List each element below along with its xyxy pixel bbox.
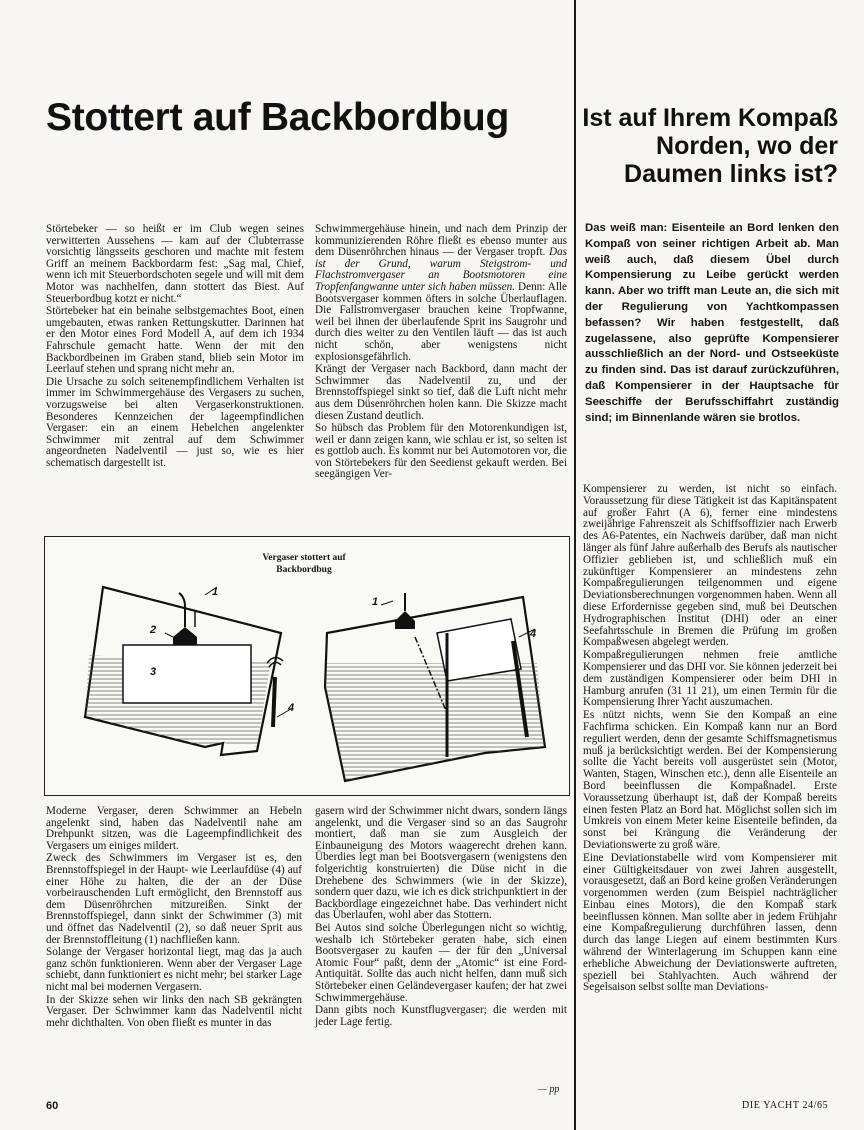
paragraph: Die Ursache zu solch seitenempfindlichem Verhalten ist immer im Schwimmergehäuse des Vergasers zu suchen, vorzugsweise bei alten Vergaserkonstruktionen. Besonderes Kennzeichen der lageempfindlichen Vergaser: ein an einem Hebelchen angelenkter Schwimmer mit zentral auf dem Schwimmer angeordneten Nadelventil — just so, wie es hier schematisch dargestellt ist. bbox=[46, 375, 304, 469]
article-title: Stottert auf Backbordbug bbox=[46, 96, 509, 139]
diagram-label: 3 bbox=[150, 666, 157, 678]
paragraph: Moderne Vergaser, deren Schwimmer an Hebeln angelenkt sind, haben das Nadelventil nahe am Drehpunkt sitzen, was die Lageempfindlichkeit des Vergasers um einiges mildert. bbox=[46, 805, 302, 852]
diagram-label: 4 bbox=[530, 628, 537, 640]
diagram-label: 1 bbox=[212, 586, 219, 598]
diagram-title: Vergaser stottert auf Backbordbug bbox=[262, 553, 346, 575]
magazine-issue: DIE YACHT 24/65 bbox=[742, 1100, 829, 1111]
column-divider bbox=[574, 0, 576, 1130]
diagram-label: 1 bbox=[372, 596, 379, 608]
paragraph: Kompensierer zu werden, ist nicht so einfach. Voraussetzung für diese Tätigkeit ist das Kapitänspatent auf großer Fahrt (A 6), ferner eine mindestens zweijährige Fahrenszeit als Schiffsoffizier nach Erwerb des A6-Patentes, ein Nachweis darüber, daß man nicht länger als fünf Jahre außerhalb des Berufs als nautischer Offizier geblieben ist, und schließlich muß ein zukünftiger Kompensierer an mindestens zehn Kompaßregulierungen teilgenommen und eigene Deviationsberechnungen vorgenommen haben. Wenn all diese Erfordernisse gegeben sind, muß bei Deutschen Hydrographischen Institut (DHI) oder an einer Seefahrtsschule in Bremen die Prüfung im großen Kompaßwesen abgelegt werden. bbox=[583, 483, 837, 649]
diagram-label: 2 bbox=[150, 624, 157, 636]
paragraph: Schwimmergehäuse hinein, und nach dem Prinzip der kommunizierenden Röhre fließt es ebenso munter aus dem Düsenröhrchen hinaus — der Vergaser tropft. Das ist der Grund, warum Steigstrom- und Flachstromvergaser an Bootsmotoren eine Tropfenfangwanne unter sich haben müssen. Denn: Alle Bootsvergaser kommen öfters in solche Überlauflagen. Die Fallstromvergaser brauchen keine Tropfwanne, weil bei ihnen der überlaufende Sprit ins Saugrohr und durch dies weiter zu den Ventilen läuft — das ist auch nicht schön, aber wenigstens nicht explosionsgefährlich. bbox=[315, 223, 568, 363]
right-carburetor bbox=[325, 593, 545, 781]
diagram-label: 4 bbox=[288, 702, 295, 714]
paragraph: gasern wird der Schwimmer nicht dwars, sondern längs angelenkt, und die Vergaser sind so an das Saugrohr montiert, daß man sie zum Ausgleich der Einbauneigung des Motors waagerecht drehen kann. Überdies legt man bei Bootsvergasern (wenigstens den folgerichtig konstruierten) die Düse nicht in die Drehebene des Schwimmers (wie in der Skizze), sondern quer dazu, wie ich es dick strichpunktiert in der Backbordlage eingezeichnet habe. Das verhindert nicht das Überlaufen, wohl aber das Stottern. bbox=[315, 805, 567, 922]
paragraph: So hübsch das Problem für den Motorenkundigen ist, weil er dann zeigen kann, wie schlau er ist, so selten ist es gottlob auch. Es kommt nur bei Automotoren vor, die von Störtebekers für den Seedienst gekauft werden. Bei seegängigen Ver- bbox=[315, 422, 567, 481]
left-carburetor bbox=[85, 587, 291, 755]
paragraph: Krängt der Vergaser nach Backbord, dann macht der Schwimmer das Nadelventil zu, und der Brennstoffspiegel sinkt so tief, daß die Luft nicht mehr aus dem Düsenröhrchen holen kann. Die Skizze macht diesen Zustand deutlich. bbox=[315, 363, 567, 422]
paragraph: Störtebeker — so heißt er im Club wegen seines verwitterten Aussehens — kam auf der Clubterrasse vorsichtig längsseits geschoren und machte mit festem Griff an meinem Backbordarm fest: „Sag mal, Chief, wenn ich mit Steuerbordschoten segele und will mit dem Motor was nachhelfen, dann stottert das Biest. Auf Steuerbordbug kotzt er nicht.“ bbox=[46, 223, 304, 305]
page-number: 60 bbox=[46, 1100, 59, 1112]
sidebar-body bbox=[583, 484, 837, 995]
body-column-4 bbox=[315, 806, 567, 1029]
paragraph: Bei Autos sind solche Überlegungen nicht so wichtig, weshalb ich Störtebeker geraten habe, sich einen Bootsvergaser zu kaufen — der für den „Universal Atomic Four“ paßt, denn der „Atomic“ ist eine Ford-Antiquität. Sollte das auch nicht helfen, dann muß sich Störtebeker einen Geländevergaser kaufen; der hat zwei Schwimmergehäuse. bbox=[315, 921, 567, 1004]
body-column-2 bbox=[315, 224, 567, 482]
paragraph: Zweck des Schwimmers im Vergaser ist es, den Brennstoffspiegel in der Haupt- wie Leerlaufdüse (4) auf einer Höhe zu halten, die der an der Düse vorbeirauschenden Luft ermöglicht, den Brennstoff aus dem Düsenröhrchen mitzureißen. Sinkt der Brennstoffspiegel, dann sinkt der Schwimmer (3) mit und öffnet das Nadelventil (2), so daß neuer Sprit aus der Brennstoffleitung (1) nachfließen kann. bbox=[46, 852, 302, 946]
paragraph: Dann gibts noch Kunstflugvergaser; die werden mit jeder Lage fertig. bbox=[315, 1004, 567, 1028]
body-column-1 bbox=[46, 224, 304, 470]
sidebar-lead: Das weiß man: Eisenteile an Bord lenken den Kompaß von seiner richtigen Arbeit ab. Man weiß auch, daß diesem Übel durch Kompensierung zu Leibe gerückt werden kann. Aber wo trifft man Leute an, die sich mit der Regulierung von Yachtkompassen befassen? Wir haben festgestellt, daß zugelassene, also geprüfte Kompensierer ausschließlich an der Nord- und Ostseeküste zu finden sind. Das ist darauf zurückzuführen, daß Kompensierer in der Hauptsache für Seeschiffe der Berufsschiffahrt zuständig sind; im Binnenlande wären sie brotlos. bbox=[585, 222, 839, 424]
paragraph: Es nützt nichts, wenn Sie den Kompaß an eine Fachfirma schicken. Ein Kompaß kann nur an Bord reguliert werden, denn der gesamte Schiffsmagnetismus muß ja berücksichtigt werden. Bei der Kompensierung sollte die Yacht bereits voll ausgerüstet sein (Motor, Wanten, Stagen, Winschen etc.), denn alle Eisenteile an Bord beeinflussen die Kompaßnadel. Erste Voraussetzung überhaupt ist, daß der Kompaß bereits einen festen Platz an Bord hat. Möglichst sollen sich im Umkreis von einem Meter keine Eisenteile befinden, da sonst bei Krängung die Veränderung der Deviationswerte zu groß wäre. bbox=[583, 709, 837, 851]
author-signature: — pp bbox=[538, 1084, 560, 1095]
body-column-3 bbox=[46, 806, 302, 1030]
paragraph: Solange der Vergaser horizontal liegt, mag das ja auch ganz schön funktionieren. Wenn aber der Vergaser Lage schiebt, dann funktioniert es nicht mehr; bei starker Lage nicht mal bei modernen Vergasern. bbox=[46, 946, 302, 993]
paragraph: In der Skizze sehen wir links den nach SB gekrängten Vergaser. Der Schwimmer kann das Nadelventil nicht mehr dichthalten. Von oben fließt es munter in das bbox=[46, 993, 302, 1029]
sidebar-article-title: Ist auf Ihrem Kompaß Norden, wo der Daumen links ist? bbox=[582, 104, 838, 188]
paragraph: Kompaßregulierungen nehmen freie amtliche Kompensierer und das DHI vor. Sie können jederzeit bei dem zuständigen Kompensierer oder beim DHI in Hamburg anrufen (31 11 21), um einen Termin für die Kompensierung Ihrer Yacht auszumachen. bbox=[583, 649, 837, 709]
paragraph: Eine Deviationstabelle wird vom Kompensierer mit einer Gültigkeitsdauer von zwei Jahren ausgestellt, vorausgesetzt, daß an Bord keine großen Veränderungen vorgenommen werden (zum Beispiel nachträglicher Einbau eines Motors), die den Kompaß stark beeinflussen können. Man sollte aber in jedem Frühjahr eine Kompaßregulierung durchführen lassen, denn durch das lange Liegen auf einem bestimmten Kurs während der Winterlagerung im Schuppen kann eine erhebliche Abweichung der Deviationswerte auftreten, speziell bei Stahlyachten. Auch während der Segelsaison selbst sollte man Deviations- bbox=[583, 851, 837, 994]
paragraph: Störtebeker hat ein beinahe selbstgemachtes Boot, einen umgebauten, etwas ranken Rettungskutter. Darinnen hat er den Motor eines Ford Modell A, auf dem ich 1934 Fahrschule gemacht hatte. Wenn der mit den Backbordbeinen im Graben stand, blieb sein Motor im Leerlauf stehen und sprang nicht mehr an. bbox=[46, 305, 304, 376]
